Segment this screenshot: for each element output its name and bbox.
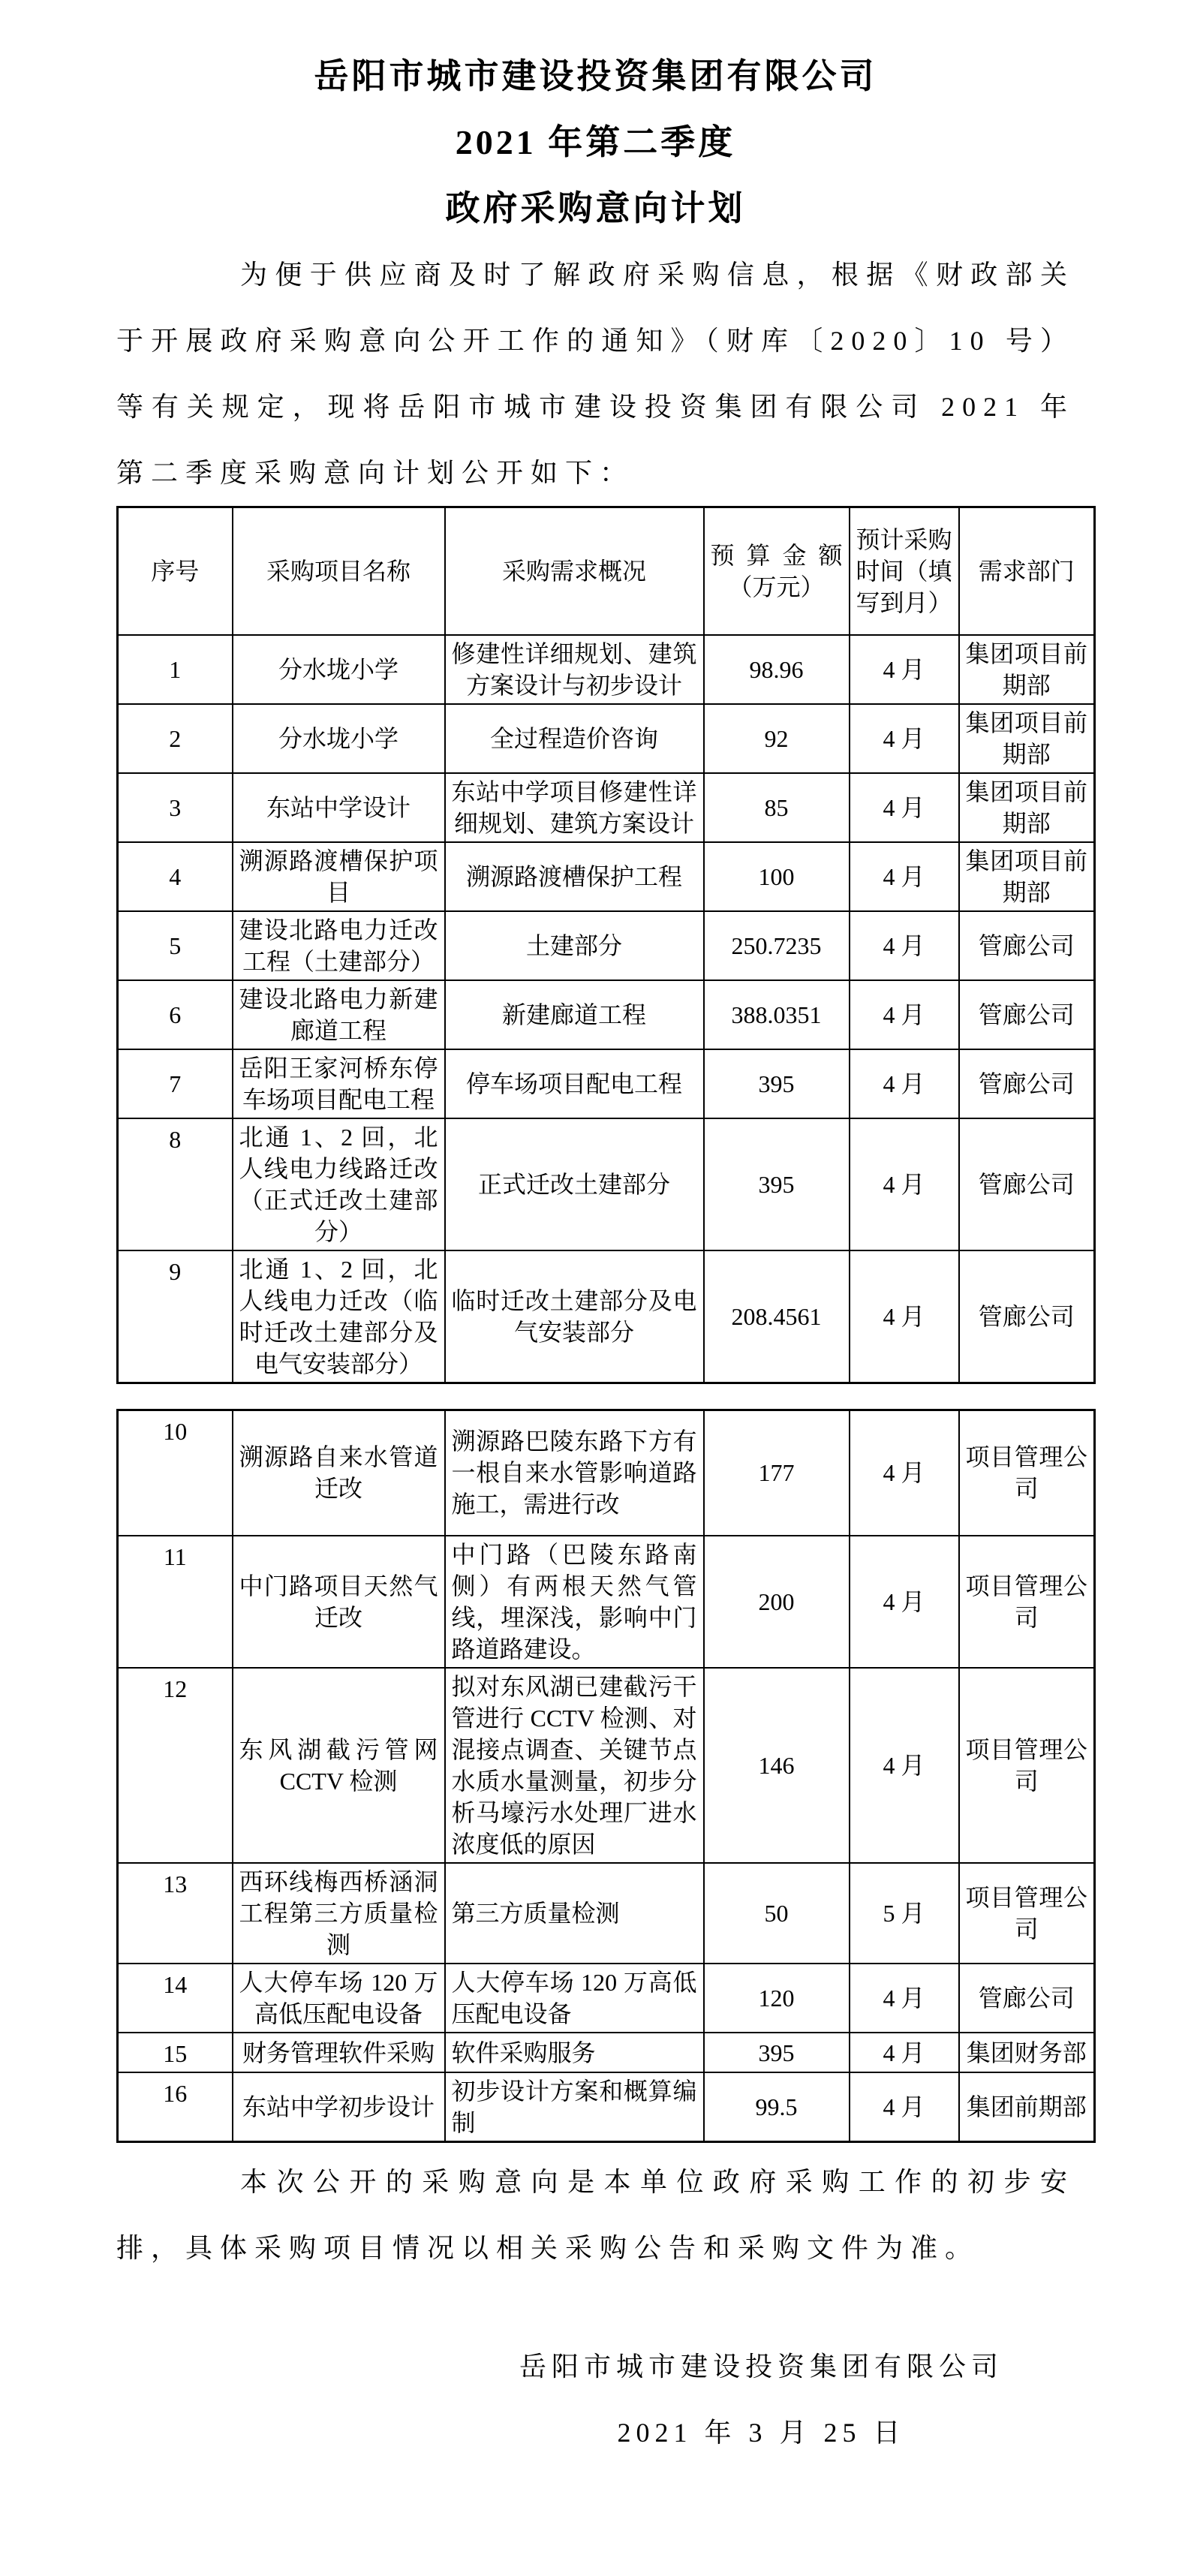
document-title xyxy=(0,0,1191,242)
cell-budget: 177 xyxy=(704,1410,850,1536)
header-expected-time: 预计采购时间（填写到月） xyxy=(850,507,959,635)
cell-desc: 软件采购服务 xyxy=(445,2033,704,2072)
cell-no: 1 xyxy=(118,635,233,704)
cell-no: 14 xyxy=(118,1964,233,2033)
cell-name: 东站中学设计 xyxy=(233,773,445,842)
cell-dept: 项目管理公司 xyxy=(959,1863,1095,1964)
table-row xyxy=(118,1964,1095,2033)
cell-budget: 388.0351 xyxy=(704,980,850,1049)
cell-name: 北通 1、2 回，北人线电力线路迁改（正式迁改土建部分） xyxy=(233,1118,445,1250)
table-row xyxy=(118,1536,1095,1668)
cell-no: 7 xyxy=(118,1049,233,1118)
cell-name: 西环线梅西桥涵洞工程第三方质量检测 xyxy=(233,1863,445,1964)
cell-dept: 管廊公司 xyxy=(959,1049,1095,1118)
cell-desc: 新建廊道工程 xyxy=(445,980,704,1049)
table-row xyxy=(118,1118,1095,1250)
cell-no: 8 xyxy=(118,1118,233,1250)
cell-budget: 208.4561 xyxy=(704,1250,850,1383)
cell-dept: 项目管理公司 xyxy=(959,1668,1095,1863)
cell-desc: 拟对东风湖已建截污干管进行 CCTV 检测、对混接点调查、关键节点水质水量测量，初步分析马壕污水处理厂进水浓度低的原因 xyxy=(445,1668,704,1863)
cell-time: 4 月 xyxy=(850,704,959,773)
cell-desc: 土建部分 xyxy=(445,911,704,980)
table-header-row xyxy=(118,507,1095,635)
cell-no: 12 xyxy=(118,1668,233,1863)
table-row xyxy=(118,704,1095,773)
table-row xyxy=(118,1250,1095,1383)
cell-budget: 100 xyxy=(704,842,850,911)
cell-no: 11 xyxy=(118,1536,233,1668)
cell-name: 溯源路渡槽保护项目 xyxy=(233,842,445,911)
cell-budget: 92 xyxy=(704,704,850,773)
cell-name: 建设北路电力迁改工程（土建部分） xyxy=(233,911,445,980)
cell-name: 建设北路电力新建廊道工程 xyxy=(233,980,445,1049)
cell-name: 东风湖截污管网 CCTV 检测 xyxy=(233,1668,445,1863)
closing-paragraph: 本次公开的采购意向是本单位政府采购工作的初步安排，具体采购项目情况以相关采购公告和采购文件为准。 xyxy=(116,2167,1075,2263)
table-row xyxy=(118,911,1095,980)
table-row xyxy=(118,1410,1095,1536)
cell-no: 6 xyxy=(118,980,233,1049)
cell-dept: 管廊公司 xyxy=(959,1964,1095,2033)
cell-name: 人大停车场 120 万高低压配电设备 xyxy=(233,1964,445,2033)
cell-name: 财务管理软件采购 xyxy=(233,2033,445,2072)
cell-name: 分水垅小学 xyxy=(233,635,445,704)
cell-dept: 集团项目前期部 xyxy=(959,704,1095,773)
table-row xyxy=(118,980,1095,1049)
cell-dept: 管廊公司 xyxy=(959,1250,1095,1383)
cell-dept: 集团前期部 xyxy=(959,2072,1095,2142)
procurement-table-part2 xyxy=(116,1409,1096,2144)
cell-name: 溯源路自来水管道迁改 xyxy=(233,1410,445,1536)
cell-dept: 管廊公司 xyxy=(959,911,1095,980)
table-row xyxy=(118,2072,1095,2142)
cell-time: 4 月 xyxy=(850,1118,959,1250)
cell-time: 4 月 xyxy=(850,842,959,911)
cell-desc: 正式迁改土建部分 xyxy=(445,1118,704,1250)
cell-budget: 200 xyxy=(704,1536,850,1668)
cell-desc: 初步设计方案和概算编制 xyxy=(445,2072,704,2142)
cell-no: 2 xyxy=(118,704,233,773)
title-line-1: 岳阳市城市建设投资集团有限公司 xyxy=(314,57,877,95)
header-project-name: 采购项目名称 xyxy=(233,507,445,635)
header-department: 需求部门 xyxy=(959,507,1095,635)
signature-org: 岳阳市城市建设投资集团有限公司 xyxy=(519,2352,1003,2382)
cell-dept: 集团项目前期部 xyxy=(959,842,1095,911)
signature-date: 2021 年 3 月 25 日 xyxy=(617,2418,906,2448)
cell-time: 4 月 xyxy=(850,980,959,1049)
cell-budget: 395 xyxy=(704,1118,850,1250)
signature-block xyxy=(519,2334,1003,2466)
cell-no: 4 xyxy=(118,842,233,911)
table-row xyxy=(118,635,1095,704)
cell-budget: 99.5 xyxy=(704,2072,850,2142)
cell-desc: 溯源路巴陵东路下方有一根自来水管影响道路施工，需进行改 xyxy=(445,1410,704,1536)
cell-no: 5 xyxy=(118,911,233,980)
cell-time: 4 月 xyxy=(850,1250,959,1383)
cell-time: 4 月 xyxy=(850,773,959,842)
header-budget: 预算金额（万元） xyxy=(704,507,850,635)
cell-desc: 人大停车场 120 万高低压配电设备 xyxy=(445,1964,704,2033)
cell-time: 4 月 xyxy=(850,635,959,704)
cell-budget: 146 xyxy=(704,1668,850,1863)
cell-time: 4 月 xyxy=(850,1964,959,2033)
table-row xyxy=(118,1668,1095,1863)
cell-desc: 停车场项目配电工程 xyxy=(445,1049,704,1118)
cell-time: 4 月 xyxy=(850,911,959,980)
cell-no: 15 xyxy=(118,2033,233,2072)
cell-dept: 集团项目前期部 xyxy=(959,635,1095,704)
cell-name: 中门路项目天然气迁改 xyxy=(233,1536,445,1668)
cell-dept: 集团财务部 xyxy=(959,2033,1095,2072)
cell-time: 4 月 xyxy=(850,2072,959,2142)
cell-name: 东站中学初步设计 xyxy=(233,2072,445,2142)
cell-name: 岳阳王家河桥东停车场项目配电工程 xyxy=(233,1049,445,1118)
cell-desc: 全过程造价咨询 xyxy=(445,704,704,773)
header-no: 序号 xyxy=(118,507,233,635)
cell-budget: 50 xyxy=(704,1863,850,1964)
table-row xyxy=(118,773,1095,842)
cell-desc: 临时迁改土建部分及电气安装部分 xyxy=(445,1250,704,1383)
title-line-3: 政府采购意向计划 xyxy=(445,189,746,227)
cell-desc: 第三方质量检测 xyxy=(445,1863,704,1964)
cell-dept: 管廊公司 xyxy=(959,980,1095,1049)
table-row xyxy=(118,1863,1095,1964)
cell-time: 4 月 xyxy=(850,1410,959,1536)
cell-time: 4 月 xyxy=(850,1536,959,1668)
cell-desc: 中门路（巴陵东路南侧）有两根天然气管线，埋深浅，影响中门路道路建设。 xyxy=(445,1536,704,1668)
cell-budget: 85 xyxy=(704,773,850,842)
cell-budget: 395 xyxy=(704,2033,850,2072)
cell-dept: 项目管理公司 xyxy=(959,1536,1095,1668)
cell-no: 3 xyxy=(118,773,233,842)
cell-budget: 120 xyxy=(704,1964,850,2033)
cell-dept: 集团项目前期部 xyxy=(959,773,1095,842)
cell-time: 5 月 xyxy=(850,1863,959,1964)
cell-dept: 项目管理公司 xyxy=(959,1410,1095,1536)
table-row xyxy=(118,1049,1095,1118)
cell-time: 4 月 xyxy=(850,2033,959,2072)
procurement-table-part1 xyxy=(116,506,1096,1384)
cell-no: 10 xyxy=(118,1410,233,1536)
cell-name: 北通 1、2 回，北人线电力迁改（临时迁改土建部分及电气安装部分） xyxy=(233,1250,445,1383)
cell-desc: 东站中学项目修建性详细规划、建筑方案设计 xyxy=(445,773,704,842)
cell-name: 分水垅小学 xyxy=(233,704,445,773)
title-line-2: 2021 年第二季度 xyxy=(455,123,736,161)
header-demand-overview: 采购需求概况 xyxy=(445,507,704,635)
cell-budget: 395 xyxy=(704,1049,850,1118)
cell-desc: 修建性详细规划、建筑方案设计与初步设计 xyxy=(445,635,704,704)
cell-budget: 98.96 xyxy=(704,635,850,704)
cell-time: 4 月 xyxy=(850,1668,959,1863)
cell-no: 16 xyxy=(118,2072,233,2142)
cell-no: 13 xyxy=(118,1863,233,1964)
intro-paragraph: 为便于供应商及时了解政府采购信息，根据《财政部关于开展政府采购意向公开工作的通知》（财库〔2020〕10 号）等有关规定，现将岳阳市城市建设投资集团有限公司 2021 年第二季度采购意向计划公开如下： xyxy=(116,260,1075,488)
table-row xyxy=(118,2033,1095,2072)
cell-budget: 250.7235 xyxy=(704,911,850,980)
cell-dept: 管廊公司 xyxy=(959,1118,1095,1250)
table-row xyxy=(118,842,1095,911)
cell-no: 9 xyxy=(118,1250,233,1383)
cell-desc: 溯源路渡槽保护工程 xyxy=(445,842,704,911)
cell-time: 4 月 xyxy=(850,1049,959,1118)
